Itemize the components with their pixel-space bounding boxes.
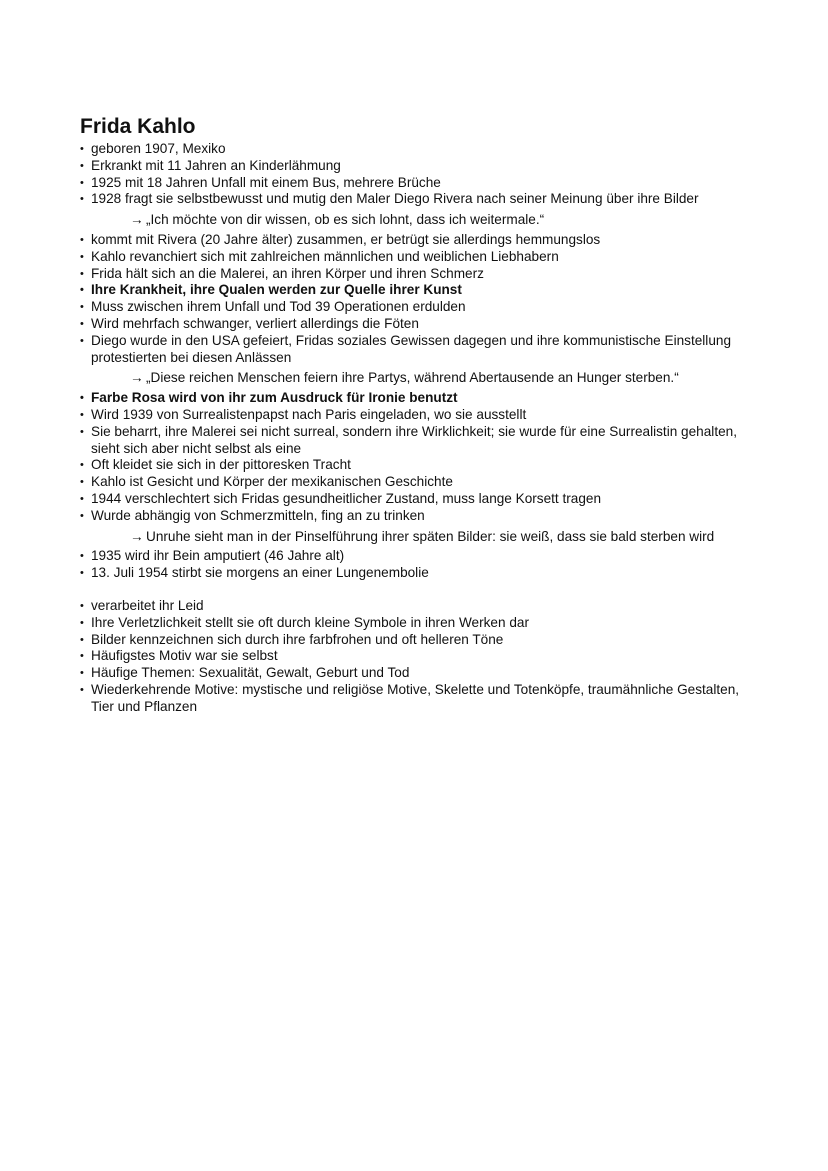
arrow-right-icon: → — [130, 528, 144, 544]
bullet-list-4 — [80, 548, 760, 582]
bullet-icon: • — [80, 301, 84, 314]
page-title: Frida Kahlo — [80, 115, 196, 138]
bullet-icon: • — [80, 425, 84, 438]
bullet-icon: • — [80, 567, 84, 580]
bullet-list-5 — [80, 598, 760, 716]
bullet-icon: • — [80, 408, 84, 421]
bullet-list-1 — [80, 141, 760, 208]
list-item: • 1944 verschlechtert sich Fridas gesundheitlicher Zustand, muss lange Korsett tragen — [80, 490, 602, 506]
list-item: • Erkrankt mit 11 Jahren an Kinderlähmung — [80, 157, 341, 173]
list-item: • verarbeitet ihr Leid — [80, 597, 204, 613]
list-item: • Wurde abhängig von Schmerzmitteln, fing an zu trinken — [80, 507, 425, 523]
list-item: • Kahlo ist Gesicht und Körper der mexikanischen Geschichte — [80, 474, 453, 490]
bullet-icon: • — [80, 176, 84, 189]
list-item: • 1925 mit 18 Jahren Unfall mit einem Bus, mehrere Brüche — [80, 174, 441, 190]
bullet-icon: • — [80, 334, 84, 347]
bullet-icon: • — [80, 633, 84, 646]
list-item-bold: • Farbe Rosa wird von ihr zum Ausdruck für Ironie benutzt — [80, 390, 458, 406]
bullet-icon: • — [80, 233, 84, 246]
bullet-icon: • — [80, 683, 84, 696]
bullet-list-2 — [80, 232, 760, 366]
list-item: • Wird 1939 von Surrealistenpapst nach Paris eingeladen, wo sie ausstellt — [80, 406, 527, 422]
bullet-icon: • — [80, 599, 84, 612]
list-item: • geboren 1907, Mexiko — [80, 141, 226, 156]
quote-3: → Unruhe sieht man in der Pinselführung ihrer späten Bilder: sie weiß, dass sie bald sterben wird — [130, 528, 715, 544]
arrow-right-icon: → — [130, 370, 144, 386]
list-item: • kommt mit Rivera (20 Jahre älter) zusammen, er betrügt sie allerdings hemmungslos — [80, 231, 601, 247]
bullet-icon: • — [80, 650, 84, 663]
bullet-icon: • — [80, 476, 84, 489]
list-item: • 1935 wird ihr Bein amputiert (46 Jahre alt) — [80, 548, 345, 564]
arrow-right-icon: → — [130, 212, 144, 228]
list-item: • 13. Juli 1954 stirbt sie morgens an einer Lungenembolie — [80, 565, 429, 581]
bullet-icon: • — [80, 392, 84, 405]
list-item: • 1928 fragt sie selbstbewusst und mutig den Maler Diego Rivera nach seiner Meinung über ihre Bilder — [80, 191, 699, 207]
bullet-icon: • — [80, 317, 84, 330]
list-item: • Sie beharrt, ihre Malerei sei nicht surreal, sondern ihre Wirklichkeit; sie wurde für eine Surrealistin gehalten, sieht sich aber nicht selbst als eine — [80, 423, 737, 456]
list-item: • Muss zwischen ihrem Unfall und Tod 39 Operationen erdulden — [80, 299, 466, 315]
bullet-icon: • — [80, 667, 84, 680]
list-item: • Oft kleidet sie sich in der pittoresken Tracht — [80, 457, 351, 473]
list-item: • Frida hält sich an die Malerei, an ihren Körper und ihren Schmerz — [80, 265, 484, 281]
section-spacer — [80, 582, 760, 598]
bullet-icon: • — [80, 267, 84, 280]
bullet-icon: • — [80, 159, 84, 172]
list-item: • Ihre Verletzlichkeit stellt sie oft durch kleine Symbole in ihren Werken dar — [80, 614, 529, 630]
list-item: • Diego wurde in den USA gefeiert, Fridas soziales Gewissen dagegen und ihre kommunistische Einstellung protestierten bei diesen Anlässen — [80, 332, 732, 365]
bullet-icon: • — [80, 550, 84, 563]
bullet-icon: • — [80, 284, 84, 297]
bullet-icon: • — [80, 459, 84, 472]
bullet-icon: • — [80, 616, 84, 629]
bullet-icon: • — [80, 193, 84, 206]
list-item: • Häufigstes Motiv war sie selbst — [80, 648, 278, 664]
list-item: • Häufige Themen: Sexualität, Gewalt, Geburt und Tod — [80, 665, 410, 681]
bullet-icon: • — [80, 143, 84, 155]
bullet-list-3 — [80, 390, 760, 524]
list-item: • Wiederkehrende Motive: mystische und religiöse Motive, Skelette und Totenköpfe, traumähnliche Gestalten, Tier und Pflanzen — [80, 681, 740, 714]
document-page — [80, 115, 760, 716]
quote-1: → „Ich möchte von dir wissen, ob es sich lohnt, dass ich weitermale.“ — [130, 212, 545, 228]
quote-2: → „Diese reichen Menschen feiern ihre Partys, während Abertausende an Hunger sterben.“ — [130, 370, 679, 386]
bullet-icon: • — [80, 492, 84, 505]
bullet-icon: • — [80, 250, 84, 263]
list-item: • Wird mehrfach schwanger, verliert allerdings die Föten — [80, 315, 419, 331]
list-item: • Bilder kennzeichnen sich durch ihre farbfrohen und oft helleren Töne — [80, 631, 504, 647]
bullet-icon: • — [80, 509, 84, 522]
list-item-bold: • Ihre Krankheit, ihre Qualen werden zur Quelle ihrer Kunst — [80, 282, 462, 298]
list-item: • Kahlo revanchiert sich mit zahlreichen männlichen und weiblichen Liebhabern — [80, 248, 559, 264]
